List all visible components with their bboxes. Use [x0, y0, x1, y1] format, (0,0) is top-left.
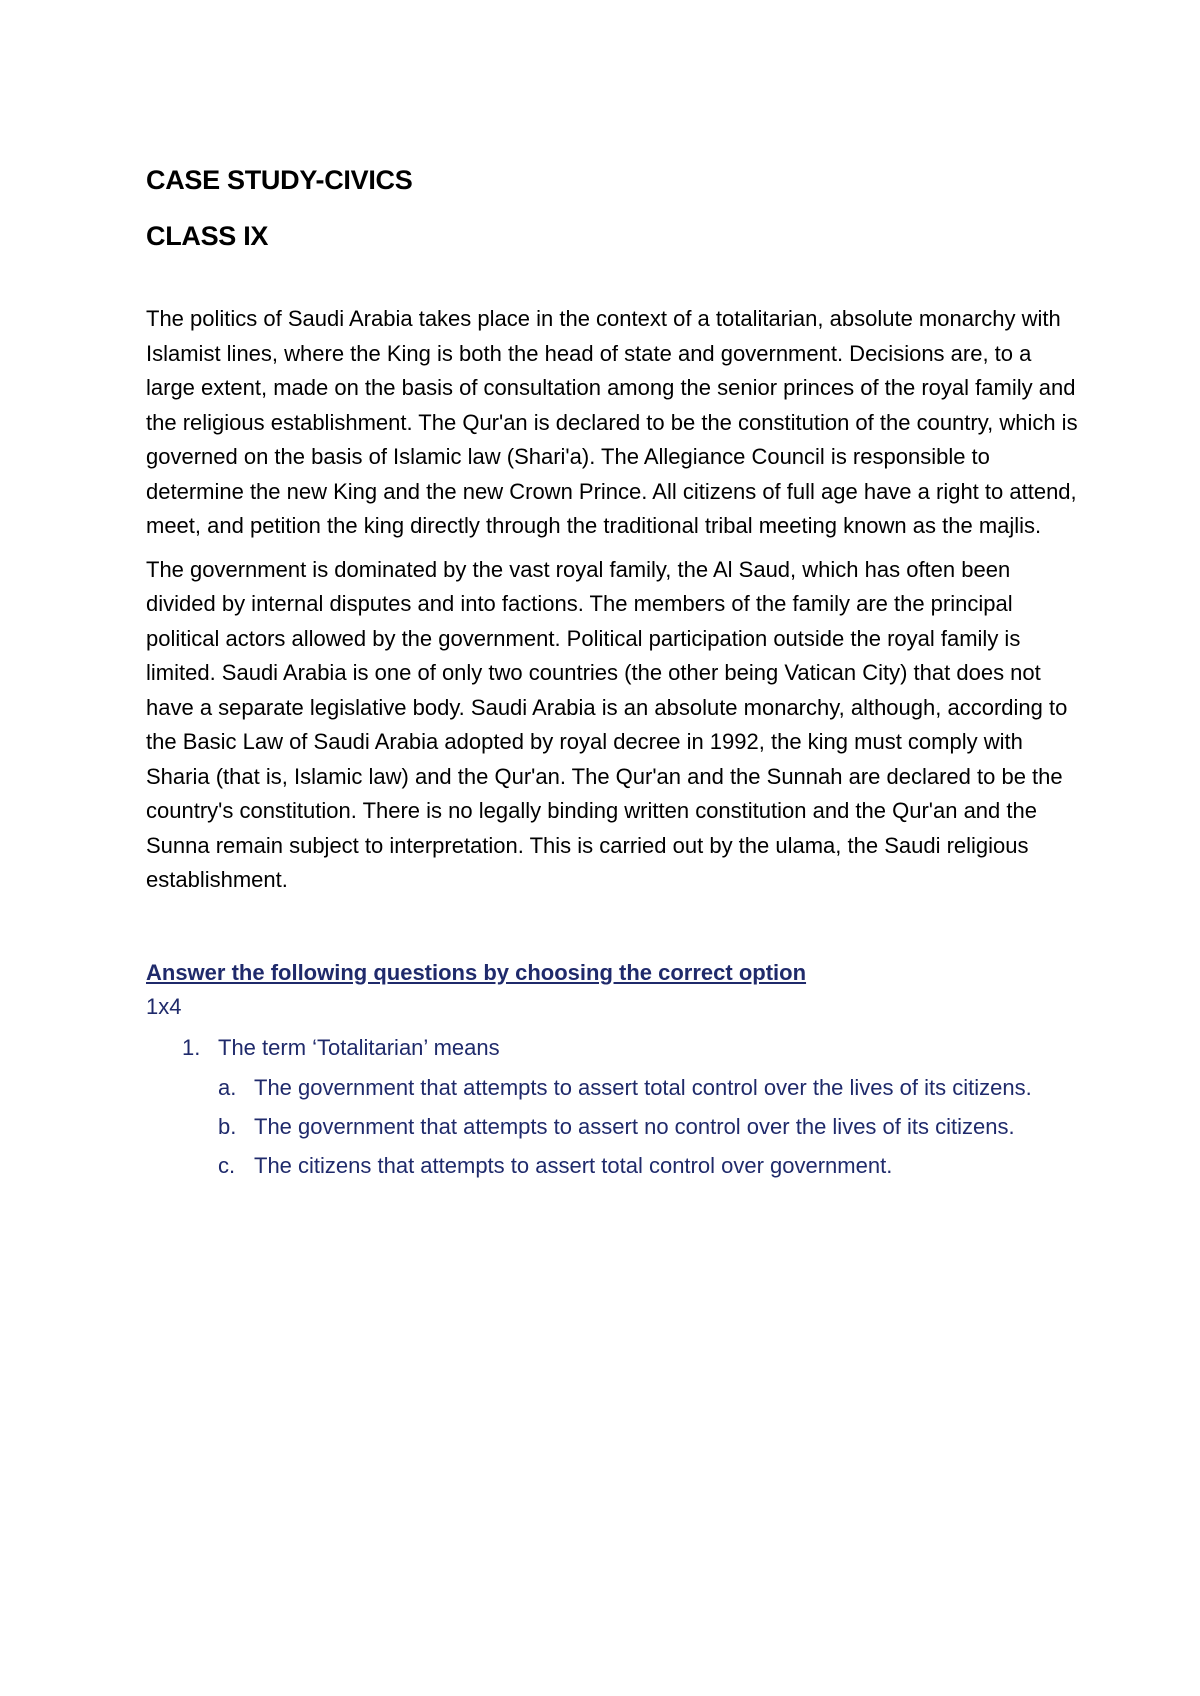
option-letter: a.	[218, 1074, 237, 1100]
option-text: The government that attempts to assert no control over the lives of its citizens.	[254, 1113, 1015, 1139]
class-label: CLASS IX	[146, 221, 269, 251]
option-text: The citizens that attempts to assert total control over government.	[254, 1152, 893, 1178]
passage-paragraph-1: The politics of Saudi Arabia takes place in the context of a totalitarian, absolute monarchy with Islamist lines, where the King is both the head of state and government. Decisions are, to a large extent, made on the basis of consultation among the senior princes of the royal family and the religious establishment. The Qur'an is declared to be the constitution of the country, which is governed on the basis of Islamic law (Shari'a). The Allegiance Council is responsible to determine the new King and the new Crown Prince. All citizens of full age have a right to attend, meet, and petition the king directly through the traditional tribal meeting known as the majlis.	[146, 306, 1078, 538]
marks-label: 1x4	[146, 993, 182, 1019]
document-title: CASE STUDY-CIVICS	[146, 165, 413, 195]
question-number: 1.	[182, 1034, 201, 1060]
option-a	[218, 1068, 1086, 1107]
option-c	[218, 1146, 1086, 1185]
option-letter: b.	[218, 1113, 237, 1139]
option-b	[218, 1107, 1086, 1146]
questions-instruction: Answer the following questions by choosing the correct option	[146, 959, 807, 985]
question-1-options	[218, 1068, 1086, 1185]
option-text: The government that attempts to assert total control over the lives of its citizens.	[254, 1074, 1032, 1100]
case-study-passage	[146, 302, 1086, 898]
passage-paragraph-2: The government is dominated by the vast royal family, the Al Saud, which has often been divided by internal disputes and into factions. The members of the family are the principal political actors allowed by the government. Political participation outside the royal family is limited. Saudi Arabia is one of only two countries (the other being Vatican City) that does not have a separate legislative body. Saudi Arabia is an absolute monarchy, although, according to the Basic Law of Saudi Arabia adopted by royal decree in 1992, the king must comply with Sharia (that is, Islamic law) and the Qur'an. The Qur'an and the Sunnah are declared to be the country's constitution. There is no legally binding written constitution and the Qur'an and the Sunna remain subject to interpretation. This is carried out by the ulama, the Saudi religious establishment.	[146, 556, 1068, 892]
option-letter: c.	[218, 1152, 236, 1178]
question-text: The term ‘Totalitarian’ means	[218, 1034, 500, 1060]
page-content	[146, 160, 1086, 1185]
question-1	[182, 1030, 1086, 1066]
